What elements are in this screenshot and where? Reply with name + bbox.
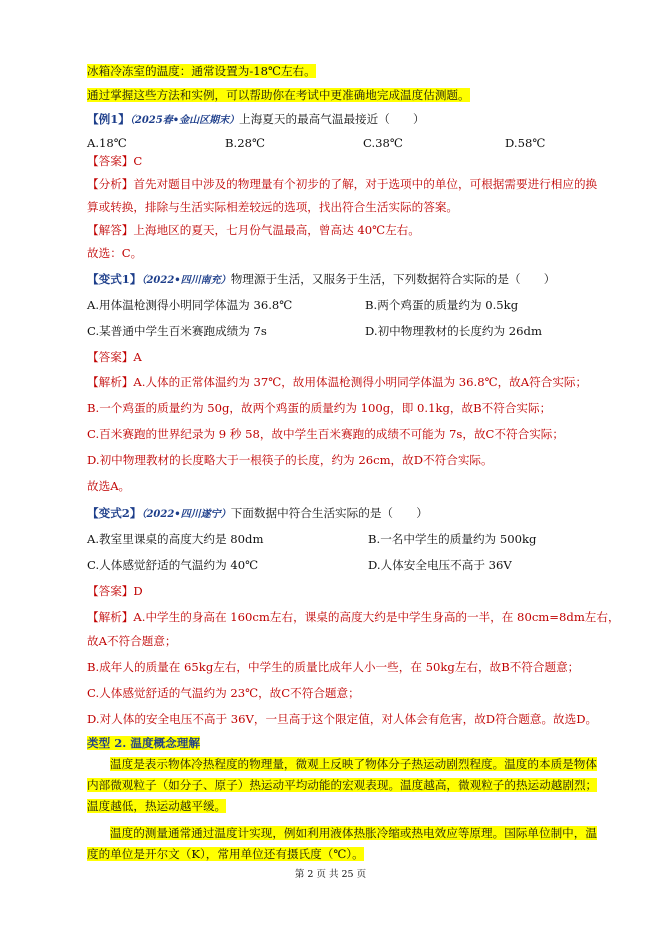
ex1-tag: 【例1】 [87,112,130,126]
var2-option-b: B.一名中学生的质量约为 500kg [368,532,537,546]
var1-source: （2022•四川南充） [141,275,231,286]
ex1-answer: C [133,154,143,168]
type2-heading: 类型 2. 温度概念理解 [87,736,200,750]
ex1-option-c: C.38℃ [363,136,403,150]
var2-analysis-line-a1 [87,609,620,625]
var1-option-c: C.某普通中学生百米赛跑成绩为 7s [87,324,267,338]
var2-answer: D [133,584,143,598]
ex1-option-a: A.18℃ [87,136,127,150]
ex1-option-b: B.28℃ [225,136,265,150]
var2-tag: 【变式2】 [87,506,142,520]
var1-answer-line [87,349,587,365]
ex1-solution-tag: 【解答】 [87,223,134,237]
var1-option-d: D.初中物理教材的长度约为 26dm [365,324,542,338]
ex1-analysis-line1 [87,176,598,192]
var1-option-a: A.用体温枪测得小明同学体温为 36.8℃ [87,298,293,312]
var1-option-b: B.两个鸡蛋的质量约为 0.5kg [365,298,519,312]
type2-para2-text: 温度的测量通常通过温度计实现，例如利用液体热胀冷缩或热电效应等原理。国际单位制中，温度的单位是开尔文（K），常用单位还有摄氏度（℃）。 [87,826,597,861]
var1-question-line [87,271,587,289]
var1-analysis-a: A.人体的正常体温约为 37℃，故用体温枪测得小明同学体温为 36.8℃，故A符合实际； [133,375,588,389]
var2-option-a: A.教室里课桌的高度大约是 80dm [87,532,264,546]
ex1-analysis-text1: 首先对题目中涉及的物理量有个初步的了解，对于选项中的单位，可根据需要进行相应的换 [133,177,598,191]
var1-choice: 故选A。 [87,479,131,493]
intro-method-text: 通过掌握这些方法和实例，可以帮助你在考试中更准确地完成温度估测题。 [87,88,470,102]
var2-source: （2022•四川遂宁） [141,509,231,520]
var2-option-c: C.人体感觉舒适的气温约为 40℃ [87,558,259,572]
var2-analysis-d: D.对人体的安全电压不高于 36V，一旦高于这个限定值，对人体会有危害，故D符合题意。故选D。 [87,712,598,726]
var2-analysis-b: B.成年人的质量在 65kg左右，中学生的质量比成年人小一些，在 50kg左右，故B不符合题意； [87,660,580,674]
var2-question: 下面数据中符合生活实际的是（ ） [230,506,428,520]
var1-tag: 【变式1】 [87,272,142,286]
var1-analysis-b: B.一个鸡蛋的质量约为 50g，故两个鸡蛋的质量约为 100g，即 0.1kg，故B不符合实际； [87,401,552,415]
ex1-question: 上海夏天的最高气温最接近（ ） [239,112,425,126]
var1-analysis-tag: 【解析】 [87,375,134,389]
var2-analysis-tag: 【解析】 [87,610,134,624]
type2-para1-text: 温度是表示物体冷热程度的物理量，微观上反映了物体分子热运动剧烈程度。温度的本质是物体内部微观粒子（如分子、原子）热运动平均动能的宏观表现。温度越高，微观粒子的热运动越剧烈；温度越低，热运动越平缓。 [87,757,598,813]
ex1-option-d: D.58℃ [505,136,546,150]
var2-analysis-a1: A.中学生的身高在 160cm左右，课桌的高度大约是中学生身高的一半，在 80cm=8dm左右， [133,610,620,624]
var1-analysis-d: D.初中物理教材的长度略大于一根筷子的长度，约为 26cm，故D不符合实际。 [87,453,493,467]
var2-answer-tag: 【答案】 [87,584,134,598]
type2-heading-line [87,735,587,751]
intro-fridge [87,63,587,79]
var2-answer-line [87,583,587,599]
ex1-analysis-line2: 算或转换，排除与生活实际相差较远的选项，找出符合生活实际的答案。 [87,200,459,214]
var1-answer-tag: 【答案】 [87,350,134,364]
var2-question-line [87,505,587,523]
intro-method [87,87,587,103]
ex1-choice: 故选：C。 [87,246,143,260]
ex1-solution-text: 上海地区的夏天，七月份气温最高，曾高达 40℃左右。 [133,223,420,237]
ex1-answer-line [87,153,587,169]
page-footer: 第 2 页 共 25 页 [294,869,367,880]
ex1-answer-tag: 【答案】 [87,154,134,168]
type2-para2 [87,823,601,865]
var2-analysis-a2: 故A不符合题意； [87,634,177,648]
ex1-question-line [87,111,587,129]
var2-option-d: D.人体安全电压不高于 36V [368,558,512,572]
var1-analysis-c: C.百米赛跑的世界纪录为 9 秒 58，故中学生百米赛跑的成绩不可能为 7s，故C不符合实际； [87,427,564,441]
ex1-analysis-tag: 【分析】 [87,177,134,191]
var1-question: 物理源于生活，又服务于生活，下列数据符合实际的是（ ） [230,272,556,286]
var2-analysis-c: C.人体感觉舒适的气温约为 23℃，故C不符合题意； [87,686,360,700]
ex1-solution-line [87,222,587,238]
var1-analysis-line-a [87,374,587,390]
intro-fridge-text: 冰箱冷冻室的温度：通常设置为-18℃左右。 [87,64,316,78]
ex1-source: （2025春•金山区期末） [129,115,240,126]
type2-para1 [87,754,601,817]
var1-answer: A [133,350,142,364]
